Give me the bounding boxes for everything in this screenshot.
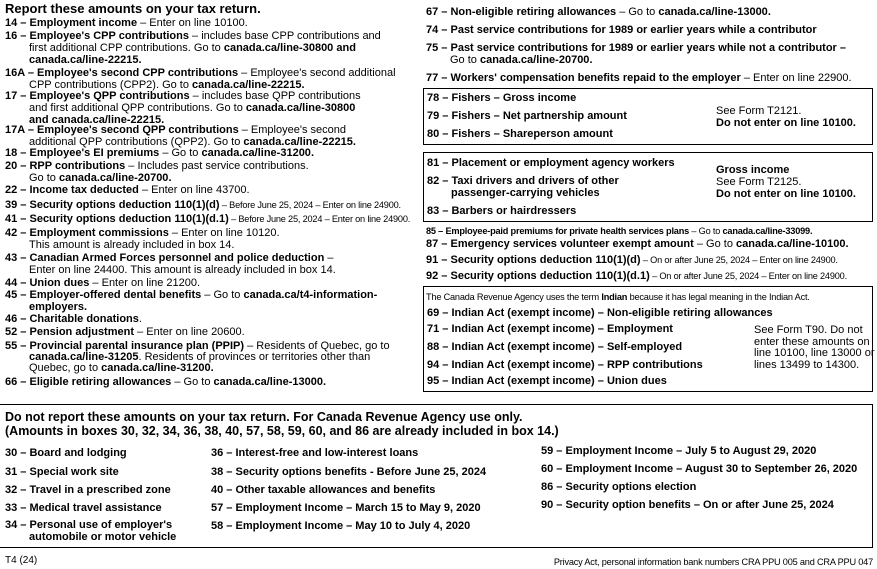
- link-t4-information-employers[interactable]: canada.ca/t4-information-: [243, 289, 378, 301]
- box-16-item: 16 – Employee's CPP contributions – includes base CPP contributions and first additional CPP contributions. Go to canada.ca/line-30800 and canada.ca/line-22215.: [5, 30, 381, 66]
- box-42-item: 42 – Employment commissions – Enter on line 10120. This amount is already included in box 14.: [5, 227, 280, 251]
- box-46-item: 46 – Charitable donations.: [5, 313, 142, 325]
- box-91-item: 91 – Security options deduction 110(1)(d) – On or after June 25, 2024 – Enter on line 24900.: [426, 254, 838, 266]
- box-20-item: 20 – RPP contributions – Includes past service contributions. Go to canada.ca/line-20700.: [5, 160, 309, 184]
- box-60-item: 60 – Employment Income – August 30 to September 26, 2020: [541, 463, 858, 475]
- link-line-31205[interactable]: canada.ca/line-31205: [29, 351, 139, 363]
- link-line-31200[interactable]: canada.ca/line-31200: [201, 147, 311, 159]
- box-77-item: 77 – Workers' compensation benefits repaid to the employer – Enter on line 22900.: [426, 72, 852, 84]
- box-17a-item: 17A – Employee's second QPP contributions – Employee's second additional QPP contributions (QPP2). Go to canada.ca/line-22215.: [5, 124, 356, 148]
- box-80-item: 80 – Fishers – Shareperson amount: [427, 128, 613, 140]
- box-14-item: 14 – Employment income – Enter on line 10100.: [5, 17, 248, 29]
- privacy-notice: Privacy Act, personal information bank numbers CRA PPU 005 and CRA PPU 047: [553, 557, 873, 567]
- cra-section: [0, 404, 873, 548]
- box-40-item: 40 – Other taxable allowances and benefits: [211, 484, 436, 496]
- box-16a-item: 16A – Employee's second CPP contributions – Employee's second additional CPP contributions (CPP2). Go to canada.ca/line-22215.: [5, 67, 396, 91]
- link-line-13000[interactable]: canada.ca/line-13000: [213, 376, 323, 388]
- box-55-item: 55 – Provincial parental insurance plan (PPIP) – Residents of Quebec, go to canada.ca/line-31205. Residents of provinces or territories other than Quebec, go to canada.ca/line-31200.: [5, 340, 390, 374]
- box-58-item: 58 – Employment Income – May 10 to July 4, 2020: [211, 520, 471, 532]
- link-line-31200[interactable]: canada.ca/line-31200: [101, 362, 211, 374]
- box-31-item: 31 – Special work site: [5, 466, 119, 478]
- cra-heading-line2: (Amounts in boxes 30, 32, 34, 36, 38, 40, 57, 58, 59, 60, and 86 are already included in box 14.): [5, 424, 559, 438]
- box-90-item: 90 – Security option benefits – On or after June 25, 2024: [541, 499, 834, 511]
- box-44-item: 44 – Union dues – Enter on line 21200.: [5, 277, 201, 289]
- box-75-item: 75 – Past service contributions for 1989 or earlier years while not a contributor – Go to canada.ca/line-20700.: [426, 42, 847, 66]
- box-41-item: 41 – Security options deduction 110(1)(d.1) – Before June 25, 2024 – Enter on line 24900.: [5, 213, 411, 225]
- box-79-item: 79 – Fishers – Net partnership amount: [427, 110, 627, 122]
- box-87-item: 87 – Emergency services volunteer exempt amount – Go to canada.ca/line-10100.: [426, 238, 849, 250]
- box-45-item: 45 – Employer-offered dental benefits – Go to canada.ca/t4-information- employers.: [5, 289, 378, 313]
- link-line-33099[interactable]: canada.ca/line-33099: [722, 226, 810, 236]
- link-line-30800[interactable]: canada.ca/line-30800: [245, 102, 356, 114]
- box-85-item: 85 – Employee-paid premiums for private health services plans – Go to canada.ca/line-33099.: [426, 226, 813, 236]
- link-line-13000[interactable]: canada.ca/line-13000: [658, 6, 768, 18]
- box-17-item: 17 – Employee's QPP contributions – includes base QPP contributions and first additional QPP contributions. Go to canada.ca/line-30800 and canada.ca/line-22215.: [5, 90, 361, 126]
- box-18-item: 18 – Employee's EI premiums – Go to canada.ca/line-31200.: [5, 147, 314, 159]
- box-36-item: 36 – Interest-free and low-interest loans: [211, 447, 419, 459]
- link-line-22215[interactable]: canada.ca/line-22215: [29, 54, 139, 66]
- box-66-item: 66 – Eligible retiring allowances – Go to canada.ca/line-13000.: [5, 376, 327, 388]
- box-34-item: 34 – Personal use of employer's automobile or motor vehicle: [5, 519, 177, 543]
- link-line-22215[interactable]: canada.ca/line-22215: [51, 114, 162, 126]
- box-92-item: 92 – Security options deduction 110(1)(d.1) – On or after June 25, 2024 – Enter on line 24900.: [426, 270, 847, 282]
- business-income-note: Gross income See Form T2125. Do not enter on line 10100.: [716, 164, 856, 200]
- indian-act-intro: The Canada Revenue Agency uses the term Indian because it has legal meaning in the Indian Act.: [426, 292, 810, 302]
- fishers-box: [423, 88, 873, 145]
- box-39-item: 39 – Security options deduction 110(1)(d) – Before June 25, 2024 – Enter on line 24900.: [5, 199, 401, 211]
- box-81-item: 81 – Placement or employment agency workers: [427, 157, 675, 169]
- box-74-item: 74 – Past service contributions for 1989 or earlier years while a contributor: [426, 24, 817, 36]
- fishers-note: See Form T2121. Do not enter on line 10100.: [716, 105, 856, 129]
- box-82-item: 82 – Taxi drivers and drivers of other passenger-carrying vehicles: [427, 175, 619, 199]
- link-line-22215[interactable]: canada.ca/line-22215: [192, 79, 302, 91]
- box-38-item: 38 – Security options benefits - Before June 25, 2024: [211, 466, 487, 478]
- link-line-20700[interactable]: canada.ca/line-20700: [58, 172, 169, 184]
- link-line-20700[interactable]: canada.ca/line-20700: [479, 54, 590, 66]
- link-line-30800[interactable]: canada.ca/line-30800: [223, 42, 334, 54]
- box-83-item: 83 – Barbers or hairdressers: [427, 205, 577, 217]
- cra-heading-line1: Do not report these amounts on your tax return. For Canada Revenue Agency use only.: [5, 410, 523, 424]
- box-30-item: 30 – Board and lodging: [5, 447, 127, 459]
- box-94-item: 94 – Indian Act (exempt income) – RPP contributions: [427, 359, 703, 371]
- business-income-box: [423, 152, 873, 222]
- box-95-item: 95 – Indian Act (exempt income) – Union dues: [427, 375, 667, 387]
- link-line-10100[interactable]: canada.ca/line-10100: [736, 238, 846, 250]
- box-22-item: 22 – Income tax deducted – Enter on line 43700.: [5, 184, 250, 196]
- box-32-item: 32 – Travel in a prescribed zone: [5, 484, 171, 496]
- link-line-22215[interactable]: canada.ca/line-22215: [243, 136, 353, 148]
- box-33-item: 33 – Medical travel assistance: [5, 502, 162, 514]
- box-86-item: 86 – Security options election: [541, 481, 697, 493]
- box-52-item: 52 – Pension adjustment – Enter on line 20600.: [5, 326, 245, 338]
- box-59-item: 59 – Employment Income – July 5 to August 29, 2020: [541, 445, 817, 457]
- box-78-item: 78 – Fishers – Gross income: [427, 92, 577, 104]
- indian-act-note: See Form T90. Do not enter these amounts on line 10100, line 13000 or lines 13499 to 14300.: [754, 324, 875, 371]
- form-id: T4 (24): [5, 555, 38, 566]
- box-88-item: 88 – Indian Act (exempt income) – Self-employed: [427, 341, 683, 353]
- box-57-item: 57 – Employment Income – March 15 to May 9, 2020: [211, 502, 481, 514]
- box-71-item: 71 – Indian Act (exempt income) – Employment: [427, 323, 673, 335]
- box-69-item: 69 – Indian Act (exempt income) – Non-eligible retiring allowances: [427, 307, 773, 319]
- report-heading: Report these amounts on your tax return.: [5, 1, 261, 16]
- box-67-item: 67 – Non-eligible retiring allowances – Go to canada.ca/line-13000.: [426, 6, 771, 18]
- box-43-item: 43 – Canadian Armed Forces personnel and police deduction – Enter on line 24400. This amount is already included in box 14.: [5, 252, 336, 276]
- indian-act-box: [423, 286, 873, 392]
